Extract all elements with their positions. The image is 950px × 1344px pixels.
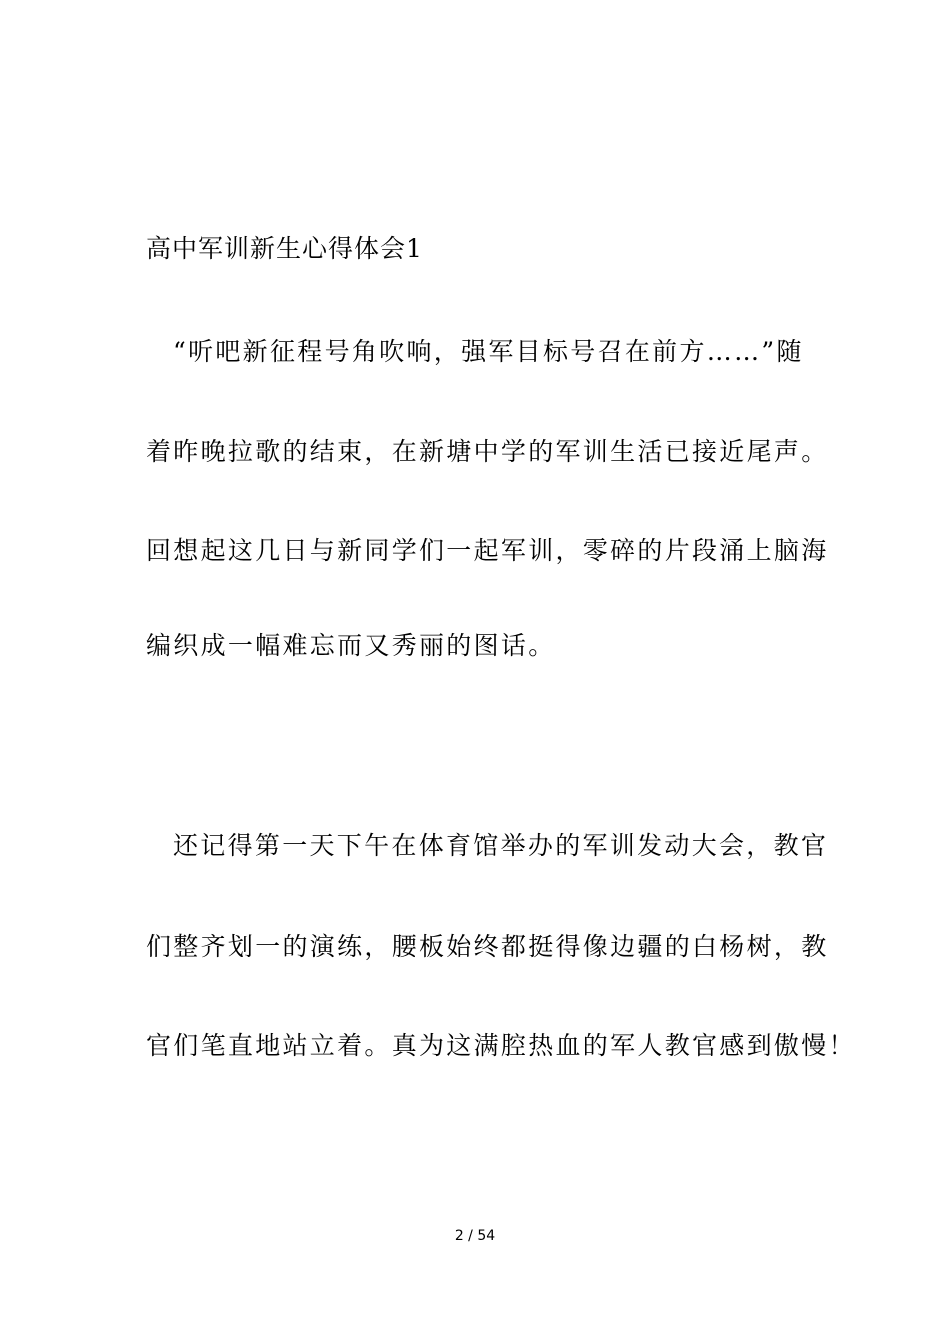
paragraph-2-line-2: 们整齐划一的演练，腰板始终都挺得像边疆的白杨树，教: [146, 932, 829, 961]
paragraph-1-line-2: 着昨晚拉歌的结束，在新塘中学的军训生活已接近尾声。: [146, 437, 829, 466]
paragraph-1-line-1: “听吧新征程号角吹响，强军目标号召在前方……”随: [173, 337, 804, 366]
page-number: 2 / 54: [454, 1228, 496, 1244]
paragraph-2-line-1: 还记得第一天下午在体育馆举办的军训发动大会，教官: [173, 831, 829, 860]
paragraph-1-line-4: 编织成一幅难忘而又秀丽的图话。: [146, 631, 556, 660]
paragraph-1-line-3: 回想起这几日与新同学们一起军训，零碎的片段涌上脑海: [146, 536, 829, 565]
document-title: 高中军训新生心得体会1: [146, 234, 423, 263]
paragraph-2-line-3: 官们笔直地站立着。真为这满腔热血的军人教官感到傲慢！: [146, 1031, 856, 1060]
